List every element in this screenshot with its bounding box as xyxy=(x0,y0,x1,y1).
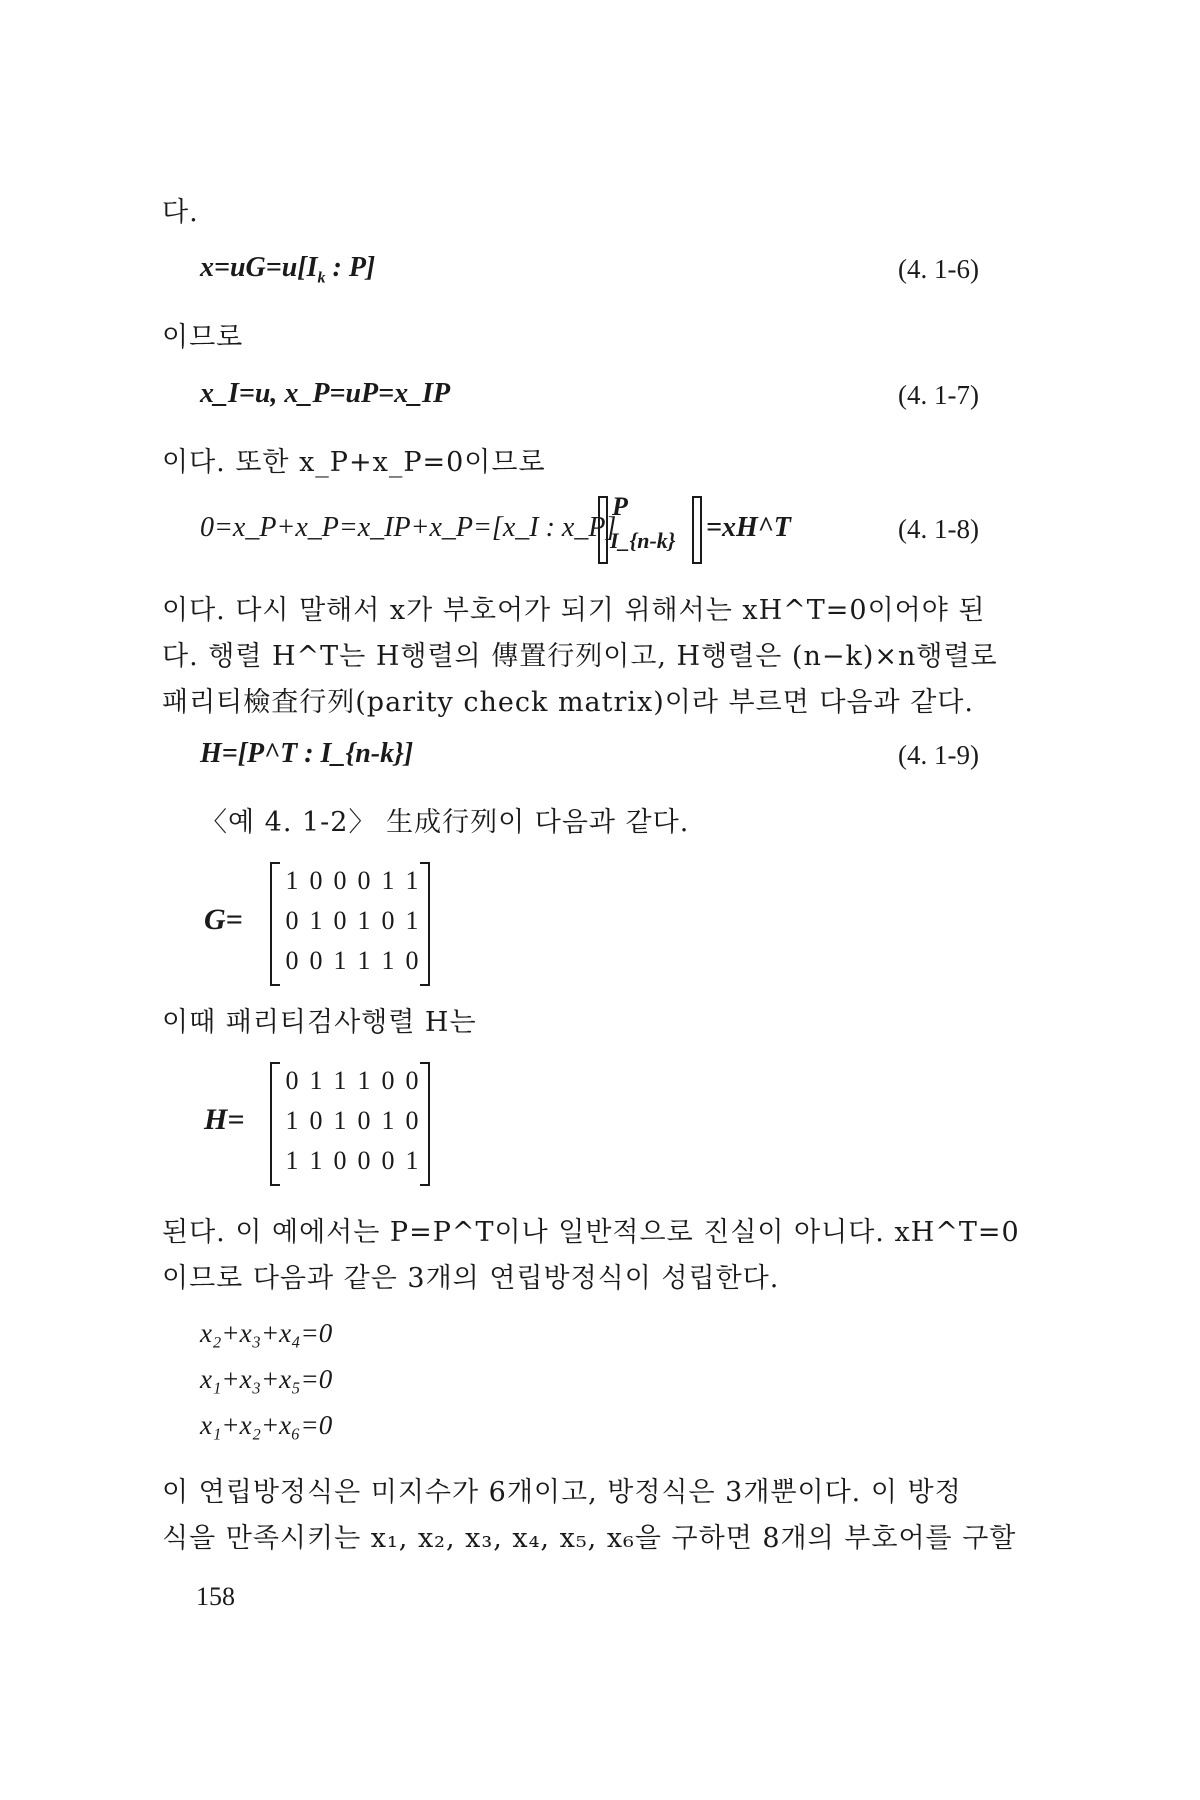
equation-4-1-8-right: =xH^T xyxy=(706,512,791,543)
example-heading: 〈예 4. 1-2〉 生成行列이 다음과 같다. xyxy=(200,807,690,838)
equation-4-1-8-left: 0=x_P+x_P=x_IP+x_P=[x_I : x_P] xyxy=(200,512,617,543)
paragraph-line-3: 패리티檢査行列(parity check matrix)이라 부르면 다음과 같다. xyxy=(162,687,974,718)
h-matrix-cell: 0 xyxy=(381,1146,395,1175)
page-number: 158 xyxy=(196,1582,235,1611)
block-matrix-top: P xyxy=(612,492,628,521)
h-matrix-intro: 이때 패리티검사행렬 H는 xyxy=(162,1007,477,1038)
g-matrix-cell: 0 xyxy=(381,906,395,935)
h-matrix-cell: 0 xyxy=(285,1066,299,1095)
h-matrix-cell: 1 xyxy=(333,1106,347,1135)
h-matrix-cell: 0 xyxy=(405,1106,419,1135)
equation-4-1-6-sub: k xyxy=(317,269,326,287)
right-bracket xyxy=(692,496,702,564)
paragraph-line-5: 이므로 다음과 같은 3개의 연립방정식이 성립한다. xyxy=(162,1263,780,1294)
h-matrix-cell: 1 xyxy=(309,1066,323,1095)
block-matrix-bottom: I_{n-k} xyxy=(610,528,676,553)
h-matrix-label: H= xyxy=(204,1103,245,1136)
h-matrix-cell: 0 xyxy=(357,1146,371,1175)
g-matrix-label: G= xyxy=(204,903,243,936)
g-matrix-cell: 1 xyxy=(309,906,323,935)
g-matrix-cell: 0 xyxy=(357,866,371,895)
equation-4-1-7: x_I=u, x_P=uP=x_IP xyxy=(200,378,451,409)
paragraph-line-2: 다. 행렬 H^T는 H행렬의 傳置行列이고, H행렬은 (n−k)×n행렬로 xyxy=(162,641,998,672)
g-matrix-cell: 0 xyxy=(285,906,299,935)
equation-number-4-1-6: (4. 1-6) xyxy=(898,254,979,284)
g-matrix-cell: 0 xyxy=(405,946,419,975)
equation-4-1-6 xyxy=(200,252,375,288)
g-matrix-cell: 1 xyxy=(405,866,419,895)
equation-number-4-1-8: (4. 1-8) xyxy=(898,514,979,544)
h-matrix-cell: 1 xyxy=(309,1146,323,1175)
text-line-also: 이다. 또한 x_P+x_P=0이므로 xyxy=(162,447,546,478)
g-matrix-cell: 1 xyxy=(357,906,371,935)
h-matrix-cell: 0 xyxy=(381,1066,395,1095)
g-matrix-cell: 0 xyxy=(309,866,323,895)
equation-number-4-1-9: (4. 1-9) xyxy=(898,740,979,770)
paragraph-line-1: 이다. 다시 말해서 x가 부호어가 되기 위해서는 xH^T=0이어야 된 xyxy=(162,595,986,626)
h-matrix-left-bracket xyxy=(270,1062,280,1186)
text-line-imeuro: 이므로 xyxy=(162,322,244,353)
h-matrix-cell: 1 xyxy=(381,1106,395,1135)
g-matrix-cell: 0 xyxy=(309,946,323,975)
g-matrix-cell: 0 xyxy=(333,866,347,895)
h-matrix-cell: 1 xyxy=(405,1146,419,1175)
g-matrix-cell: 0 xyxy=(285,946,299,975)
h-matrix-cell: 1 xyxy=(333,1066,347,1095)
paragraph-line-7: 식을 만족시키는 x₁, x₂, x₃, x₄, x₅, x₆을 구하면 8개의 부호어를 구할 xyxy=(162,1523,1017,1554)
left-bracket xyxy=(598,496,608,564)
h-matrix-cell: 1 xyxy=(285,1106,299,1135)
h-matrix-cell: 0 xyxy=(333,1146,347,1175)
h-matrix-cell: 0 xyxy=(309,1106,323,1135)
equation-number-4-1-7: (4. 1-7) xyxy=(898,380,979,410)
h-matrix-cell: 0 xyxy=(405,1066,419,1095)
system-equation-3: x₁+x₂+x₆=0 xyxy=(200,1410,333,1440)
g-matrix-cell: 1 xyxy=(285,866,299,895)
equation-4-1-6-tail: : P] xyxy=(325,252,376,283)
g-matrix-cell: 0 xyxy=(333,906,347,935)
g-matrix-cell: 1 xyxy=(405,906,419,935)
g-matrix-cell: 1 xyxy=(381,946,395,975)
equation-4-1-6-head: x=uG=u[I xyxy=(200,252,318,283)
h-matrix-cell: 1 xyxy=(357,1066,371,1095)
paragraph-line-4: 된다. 이 예에서는 P=P^T이나 일반적으로 진실이 아니다. xH^T=0 xyxy=(162,1217,1020,1248)
paragraph-line-6: 이 연립방정식은 미지수가 6개이고, 방정식은 3개뿐이다. 이 방정 xyxy=(162,1477,962,1508)
g-matrix-cell: 1 xyxy=(381,866,395,895)
equation-4-1-9: H=[P^T : I_{n-k}] xyxy=(200,738,414,769)
h-matrix-cell: 1 xyxy=(285,1146,299,1175)
g-matrix-cell: 1 xyxy=(333,946,347,975)
system-equation-1: x₂+x₃+x₄=0 xyxy=(200,1318,333,1348)
text-line-da: 다. xyxy=(162,197,199,228)
system-equation-2: x₁+x₃+x₅=0 xyxy=(200,1364,333,1394)
h-matrix-cell: 0 xyxy=(357,1106,371,1135)
g-matrix-left-bracket xyxy=(270,862,280,986)
g-matrix-cell: 1 xyxy=(357,946,371,975)
